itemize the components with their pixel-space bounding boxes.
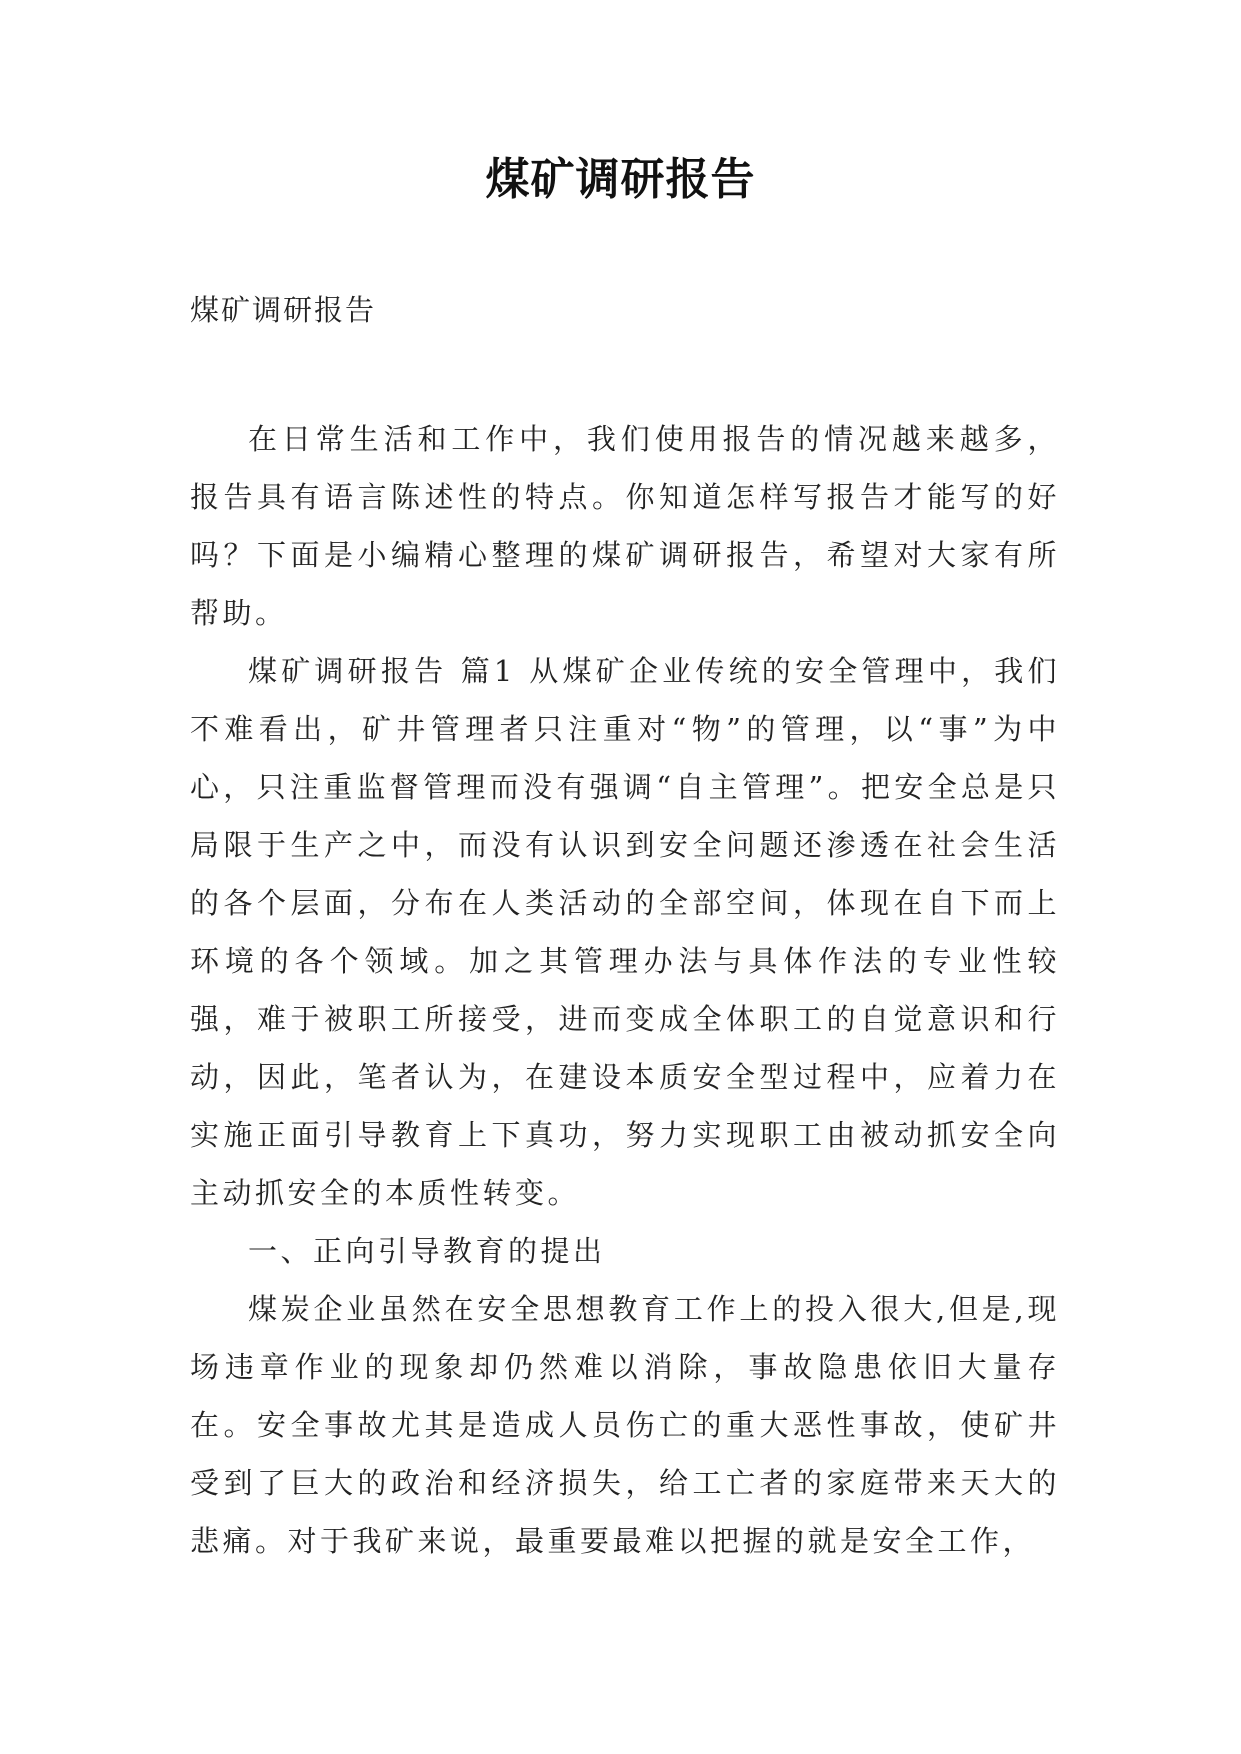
paragraph-body-2: 煤炭企业虽然在安全思想教育工作上的投入很大,但是,现场违章作业的现象却仍然难以消除，事故隐患依旧大量存在。安全事故尤其是造成人员伤亡的重大恶性事故，使矿井受到了巨大的政治和经济损失，给工亡者的家庭带来天大的悲痛。对于我矿来说，最重要最难以把握的就是安全工作， [190,1292,1060,1558]
document-body [190,410,1060,1570]
paragraph-intro: 在日常生活和工作中，我们使用报告的情况越来越多，报告具有语言陈述性的特点。你知道怎样写报告才能写的好吗？下面是小编精心整理的煤矿调研报告，希望对大家有所帮助。 [190,422,1060,630]
paragraph-section-1: 煤矿调研报告 篇1 从煤矿企业传统的安全管理中，我们不难看出，矿井管理者只注重对“物”的管理，以“事”为中心，只注重监督管理而没有强调“自主管理”。把安全总是只局限于生产之中，而没有认识到安全问题还渗透在社会生活的各个层面，分布在人类活动的全部空间，体现在自下而上环境的各个领域。加之其管理办法与具体作法的专业性较强，难于被职工所接受，进而变成全体职工的自觉意识和行动，因此，笔者认为，在建设本质安全型过程中，应着力在实施正面引导教育上下真功，努力实现职工由被动抓安全向主动抓安全的本质性转变。 [190,654,1060,1210]
document-title: 煤矿调研报告 [485,154,756,205]
paragraph-heading-1: 一、正向引导教育的提出 [248,1234,606,1268]
document-subtitle: 煤矿调研报告 [190,293,377,327]
